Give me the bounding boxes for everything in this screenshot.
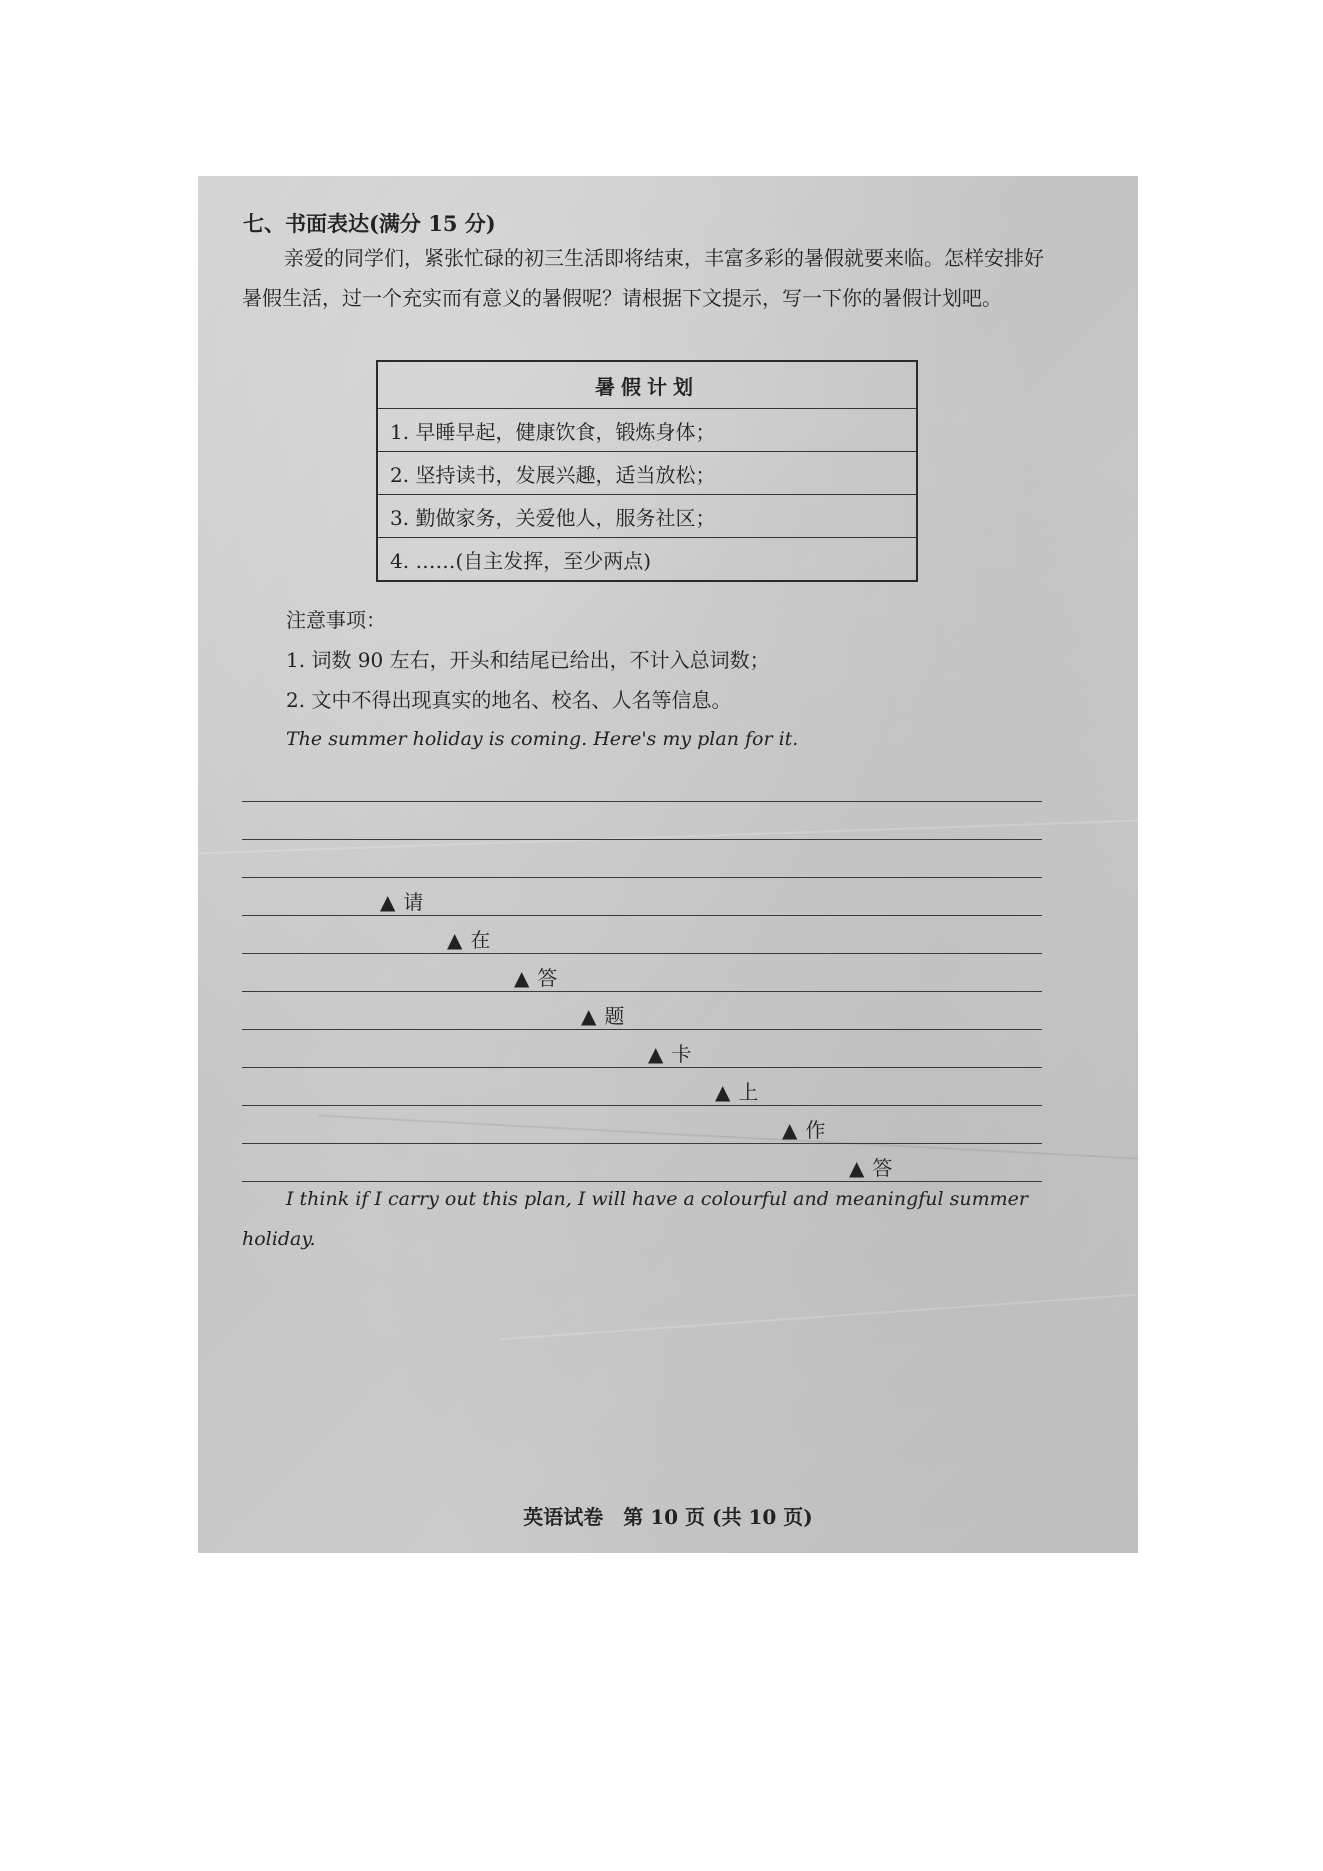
intro-paragraph: 亲爱的同学们，紧张忙碌的初三生活即将结束，丰富多彩的暑假就要来临。怎样安排好暑假生活，过一个充实而有意义的暑假呢？请根据下文提示，写一下你的暑假计划吧。: [242, 246, 1044, 310]
note-item: 1. 词数 90 左右，开头和结尾已给出，不计入总词数；: [286, 648, 770, 672]
answer-on-card-marker: ▲ 在: [447, 928, 491, 952]
plan-row: 4. ……(自主发挥，至少两点): [377, 538, 917, 582]
answer-on-card-marker: ▲ 请: [380, 890, 424, 914]
section-title: 七、书面表达(满分 15 分): [243, 211, 496, 236]
opening-sentence: The summer holiday is coming. Here's my plan for it.: [286, 728, 799, 750]
writing-line: [242, 953, 1042, 954]
writing-line: [242, 1067, 1042, 1068]
writing-line: [242, 915, 1042, 916]
notes-title: 注意事项：: [286, 608, 386, 632]
plan-table-title: 暑假计划: [595, 374, 699, 399]
answer-on-card-marker: ▲ 答: [514, 966, 558, 990]
writing-line: [242, 991, 1042, 992]
summer-plan-table: [376, 360, 918, 582]
closing-sentence-continued: holiday.: [242, 1228, 316, 1250]
exam-paper-sheet: [198, 176, 1138, 1553]
answer-on-card-marker: ▲ 卡: [648, 1042, 692, 1066]
plan-row: 1. 早睡早起，健康饮食，锻炼身体；: [377, 409, 917, 452]
note-item: 2. 文中不得出现真实的地名、校名、人名等信息。: [286, 688, 732, 712]
closing-sentence: I think if I carry out this plan, I will have a colourful and meaningful summer: [286, 1188, 1028, 1210]
answer-on-card-marker: ▲ 作: [782, 1118, 826, 1142]
answer-on-card-marker: ▲ 上: [715, 1080, 759, 1104]
writing-line: [242, 1143, 1042, 1144]
writing-line: [242, 801, 1042, 802]
page-footer: 英语试卷 第 10 页 (共 10 页): [523, 1505, 813, 1529]
writing-line: [242, 877, 1042, 878]
writing-line: [242, 839, 1042, 840]
answer-on-card-marker: ▲ 题: [581, 1004, 625, 1028]
plan-row: 3. 勤做家务，关爱他人，服务社区；: [377, 495, 917, 538]
writing-line: [242, 1105, 1042, 1106]
writing-line: [242, 1181, 1042, 1182]
plan-row: 2. 坚持读书，发展兴趣，适当放松；: [377, 452, 917, 495]
answer-on-card-marker: ▲ 答: [849, 1156, 893, 1180]
answer-writing-area: [242, 786, 1042, 1182]
paper-crease: [499, 1294, 1138, 1341]
writing-line: [242, 1029, 1042, 1030]
